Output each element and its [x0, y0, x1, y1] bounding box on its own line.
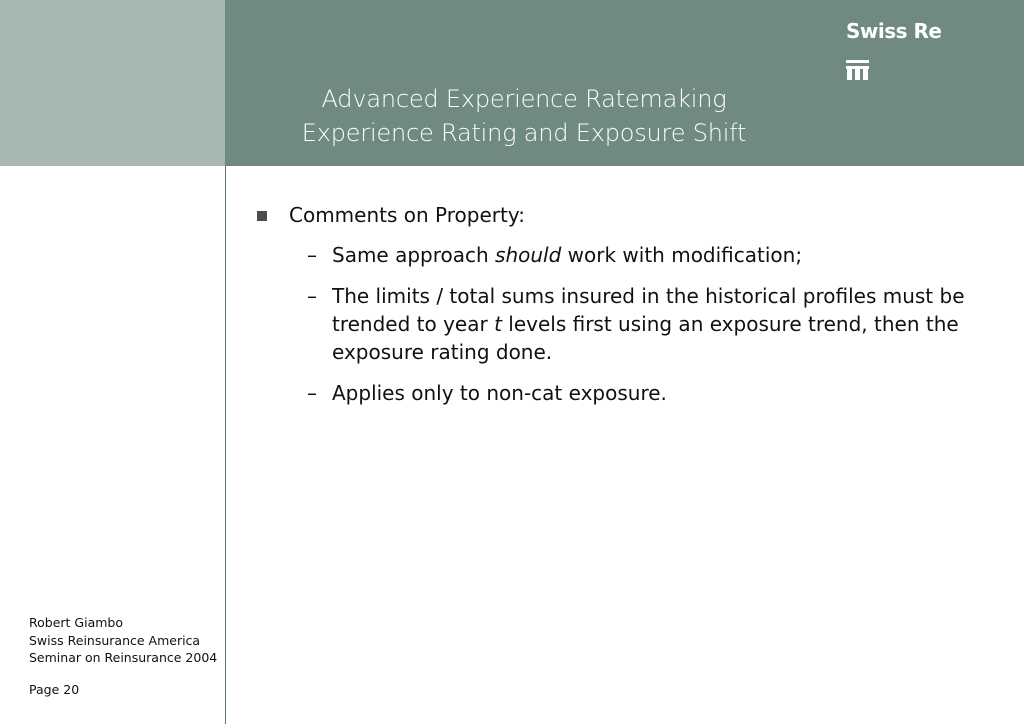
swiss-re-logo-icon — [846, 60, 870, 82]
title-line-1: Advanced Experience Ratemaking — [321, 85, 727, 113]
title-line-2: Experience Rating and Exposure Shift — [301, 119, 747, 147]
brand-name: Swiss Re — [846, 19, 942, 43]
main-bullet-text: Comments on Property: — [289, 203, 525, 227]
dash-bullet-icon: – — [307, 381, 317, 405]
slide-content — [255, 201, 995, 420]
sub-bullet-text: Same approach — [332, 243, 496, 267]
left-header-panel — [0, 0, 225, 166]
footer-event: Seminar on Reinsurance 2004 — [29, 650, 218, 665]
sub-bullet-text-rest: levels first using an exposure trend, then the exposure rating done. — [332, 312, 959, 364]
main-bullet — [255, 201, 995, 229]
footer-company: Swiss Reinsurance America — [29, 632, 201, 648]
emphasis-text: should — [495, 243, 562, 267]
dash-bullet-icon: – — [307, 284, 317, 308]
emphasis-text: t — [494, 312, 502, 336]
vertical-divider — [225, 166, 226, 724]
sub-bullet-text: The limits / total sums insured in the historical profiles must be trended to year — [332, 284, 965, 336]
slide-title — [250, 82, 798, 150]
page-number: Page 20 — [29, 682, 80, 697]
sub-bullet-text: Applies only to non-cat exposure. — [332, 381, 667, 405]
square-bullet-icon — [257, 211, 267, 221]
sub-bullet-item — [255, 241, 995, 269]
sub-bullet-list — [255, 241, 995, 407]
dash-bullet-icon: – — [307, 243, 317, 267]
sub-bullet-item — [255, 379, 995, 407]
sub-bullet-item — [255, 282, 995, 366]
footer-info — [29, 614, 224, 667]
sub-bullet-text-rest: work with modification; — [561, 243, 803, 267]
footer-author: Robert Giambo — [29, 615, 123, 630]
